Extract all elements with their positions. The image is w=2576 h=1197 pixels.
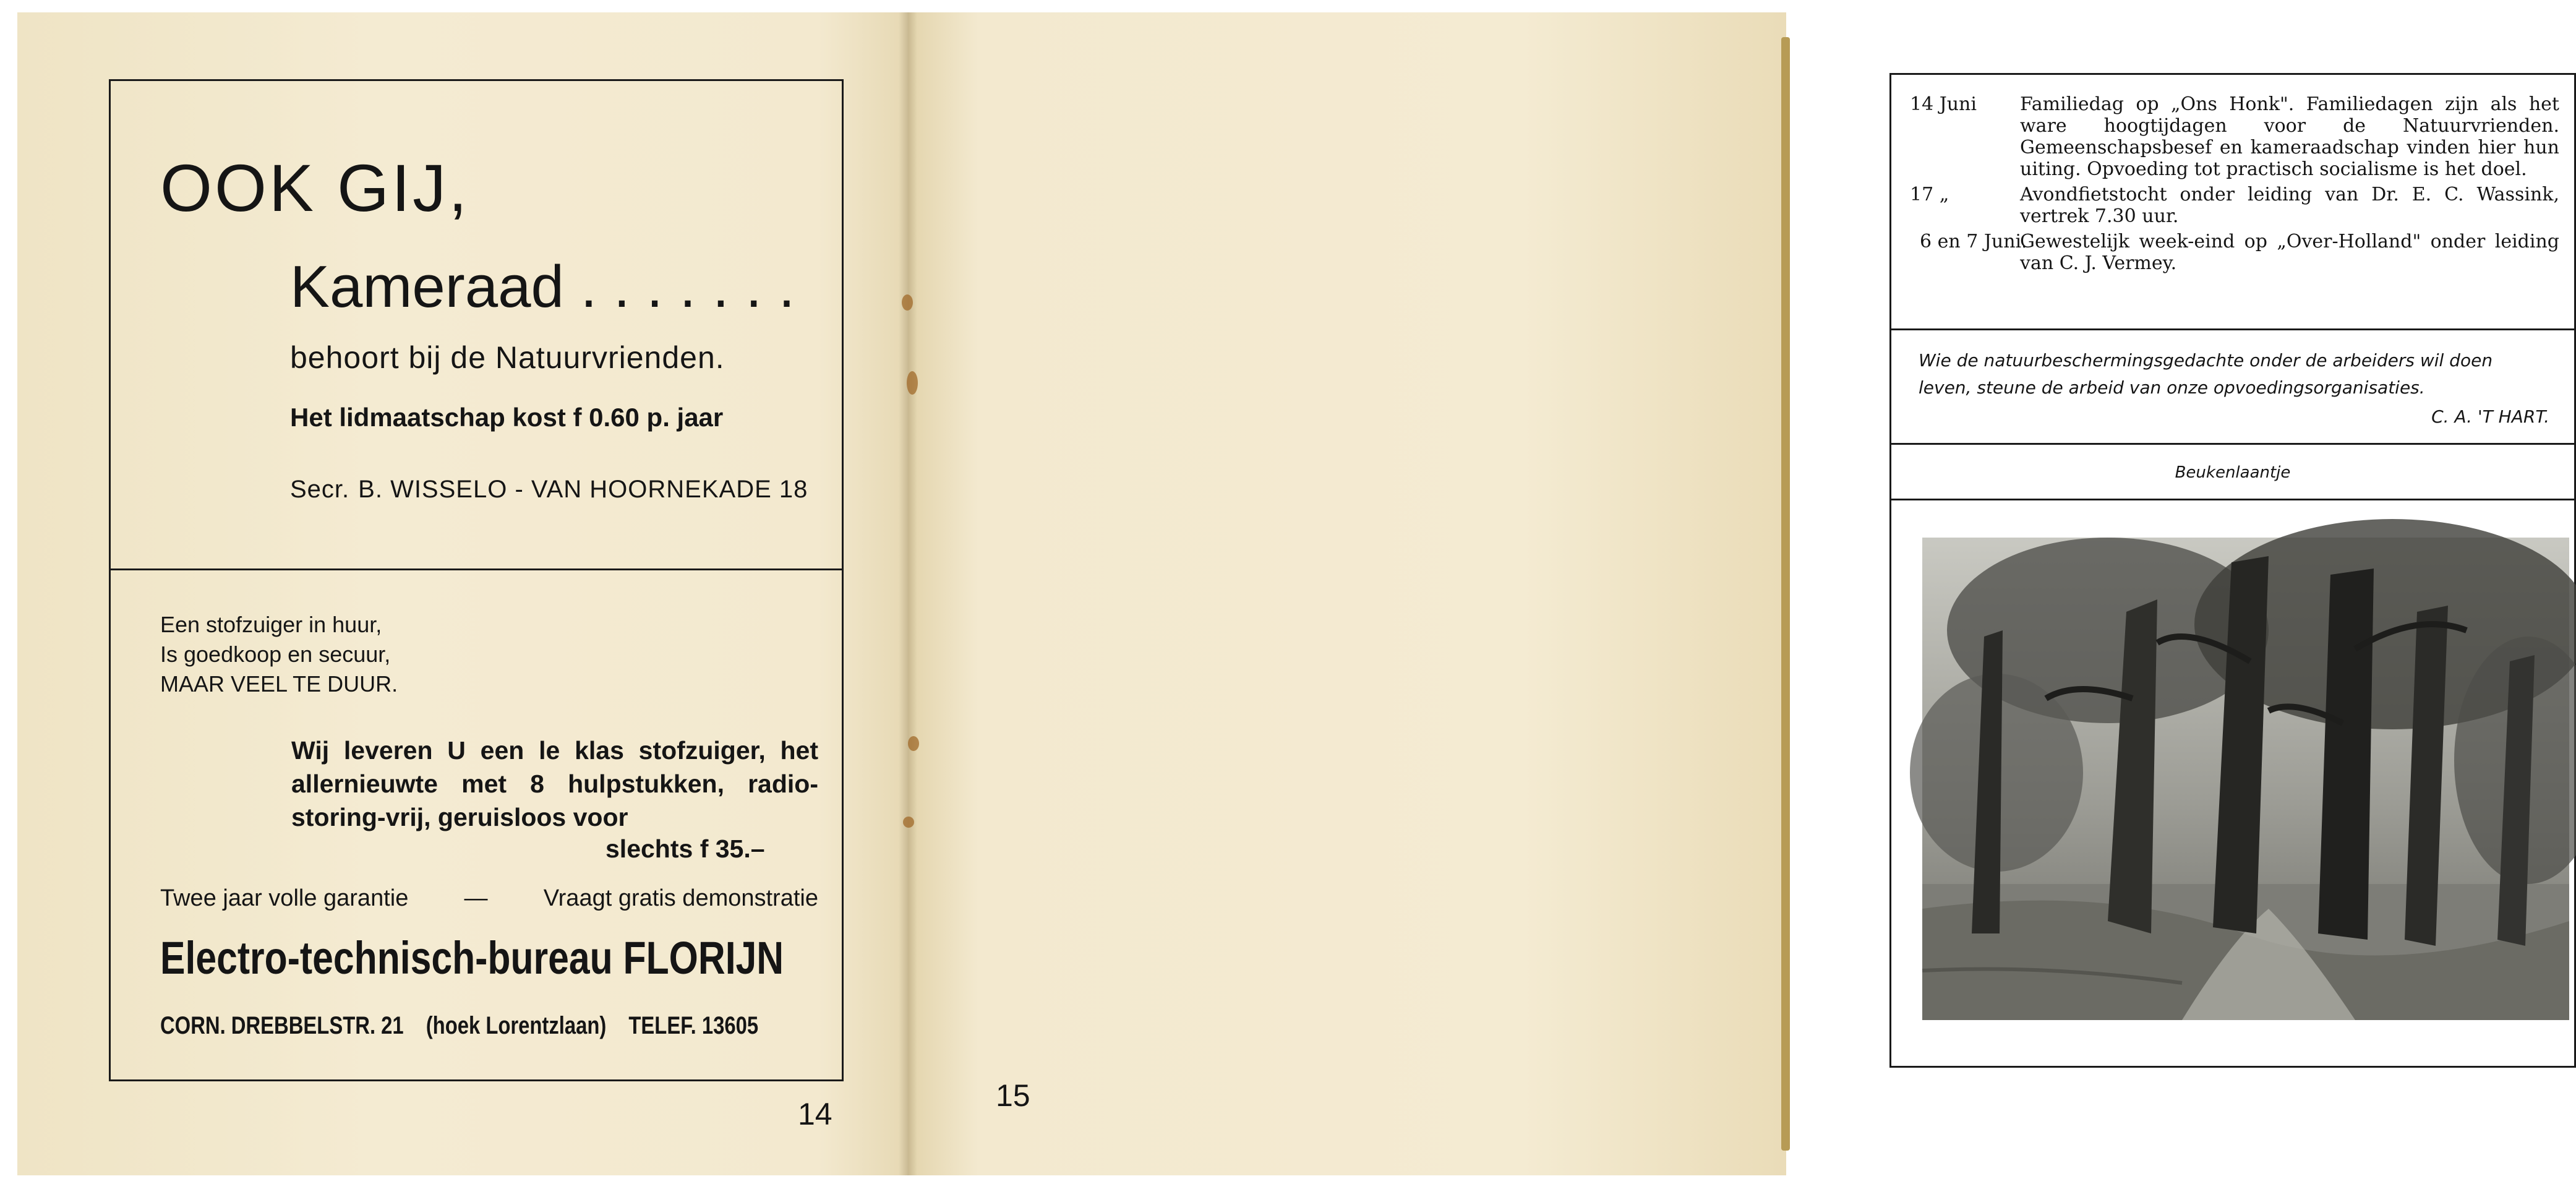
secretary-name: B. WISSELO - VAN HOORNEKADE 18 xyxy=(358,476,808,503)
address-street: CORN. DREBBELSTR. 21 xyxy=(160,1012,404,1039)
secretary-address xyxy=(290,476,816,504)
right-page xyxy=(908,12,2559,1175)
event-schedule xyxy=(1910,93,2559,278)
left-ad-frame xyxy=(109,79,844,1081)
address-corner: (hoek Lorentzlaan) xyxy=(426,1012,607,1039)
page-number-left: 14 xyxy=(798,1097,832,1131)
forest-illustration xyxy=(1922,538,2569,1020)
poem-line: MAAR VEEL TE DUUR. xyxy=(160,671,398,697)
stain xyxy=(902,294,913,311)
ad-divider xyxy=(111,568,842,570)
booklet-spread xyxy=(17,12,2559,1175)
demo-text: Vraagt gratis demonstratie xyxy=(543,885,818,911)
company-address xyxy=(160,1012,819,1040)
vacuum-poem xyxy=(160,610,398,699)
guarantee-text: Twee jaar volle garantie xyxy=(160,885,409,911)
divider-schedule xyxy=(1891,328,2574,330)
schedule-row xyxy=(1910,184,2559,227)
book-spine xyxy=(899,12,917,1175)
schedule-text: Familiedag op „Ons Honk". Familiedagen zijn als het ware hoogtijdagen voor de Natuurvrienden. Gemeenschapsbesef en kameraadschap vinden hier hun uiting. Opvoeding tot practisch socialisme is het doel. xyxy=(2020,93,2559,180)
schedule-date: 6 en 7 Juni. xyxy=(1920,231,2027,252)
guarantee-line xyxy=(160,885,818,912)
illustration-caption: Beukenlaantje xyxy=(2175,463,2291,482)
secretary-label: Secr. xyxy=(290,476,350,503)
schedule-row xyxy=(1910,93,2559,180)
quote-author: C. A. 'T HART. xyxy=(2431,406,2549,427)
ad-headline: OOK GIJ, xyxy=(160,150,470,225)
vacuum-offer: Wij leveren U een le klas stofzuiger, het allernieuwte met 8 hulpstukken, radio-storing-vrij, geruisloos voor xyxy=(291,736,818,831)
guarantee-dash: — xyxy=(464,885,488,911)
page-number-right: 15 xyxy=(996,1078,1030,1113)
left-page xyxy=(17,12,908,1175)
stain xyxy=(908,736,919,751)
stain xyxy=(907,371,918,395)
schedule-row xyxy=(1910,231,2559,274)
membership-fee: Het lidmaatschap kost f 0.60 p. jaar xyxy=(290,403,724,432)
ad-subheadline: Kameraad . . . . . . . xyxy=(290,254,795,320)
forest-drawing xyxy=(1922,538,2569,1020)
divider-caption xyxy=(1891,499,2574,500)
right-page-frame xyxy=(1889,73,2576,1068)
divider-quote xyxy=(1891,443,2574,445)
poem-line: Is goedkoop en secuur, xyxy=(160,641,391,667)
address-phone: TELEF. 13605 xyxy=(628,1012,759,1039)
schedule-date: 17 „ xyxy=(1910,184,1949,205)
company-name: Electro-technisch-bureau FLORIJN xyxy=(160,932,784,984)
quote-text: Wie de natuurbeschermingsgedachte onder de arbeiders wil doen leven, steune de arbeid van onze opvoedingsorganisaties. xyxy=(1919,350,2493,398)
ad-membership-line: behoort bij de Natuurvrienden. xyxy=(290,340,725,375)
page-edges xyxy=(1781,37,1790,1151)
schedule-text: Avondfietstocht onder leiding van Dr. E. C. Wassink, vertrek 7.30 uur. xyxy=(2020,184,2559,227)
vacuum-price: slechts f 35.– xyxy=(605,834,765,863)
schedule-text: Gewestelijk week-eind op „Over-Holland" onder leiding van C. J. Vermey. xyxy=(2020,231,2559,274)
stain xyxy=(903,817,914,828)
schedule-date: 14 Juni xyxy=(1910,93,1977,115)
poem-line: Een stofzuiger in huur, xyxy=(160,612,382,637)
